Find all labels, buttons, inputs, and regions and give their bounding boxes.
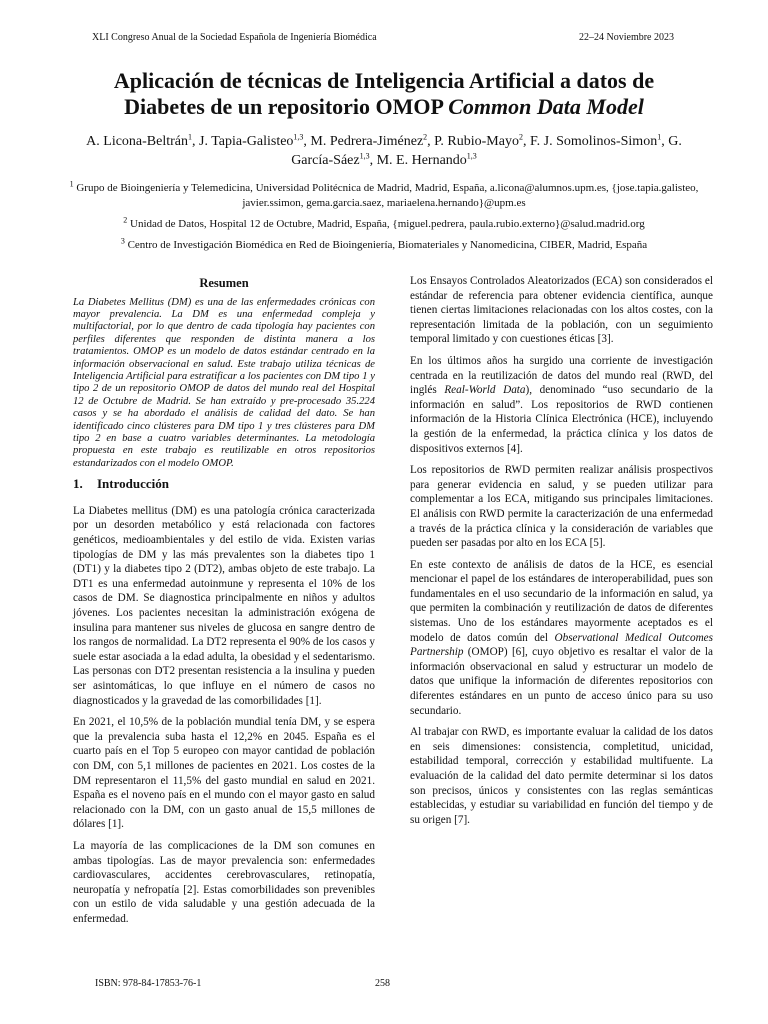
title-line-2-text: Diabetes de un repositorio OMOP	[124, 94, 449, 119]
author-name: F. J. Somolinos-Simon	[529, 134, 658, 149]
running-header-conference: XLI Congreso Anual de la Sociedad Española de Ingeniería Biomédica	[92, 32, 377, 43]
affiliation-mark: 1	[69, 179, 74, 189]
paper-title	[60, 68, 708, 120]
paragraph: La Diabetes mellitus (DM) es una patología crónica caracterizada por un desorden metabólico y está relacionada con factores genéticos, medioambientales y del estilo de vida. Existen varias tipologías de DM y las más prevalentes son la diabetes tipo 1 (DT1) y la diabetes tipo 2 (DT2), ambas objeto de este trabajo. La DT1 es una enfermedad autoinmune y representa el 10% de los casos de DM. Se diagnostica principalmente en niños y adultos jóvenes. Los pacientes necesitan la administración exógena de insulina para mantener sus niveles de glucosa en sangre dentro de los rangos de normalidad. La DT2 representa el 90% de los casos y suele estar asociada a la edad adulta, la obesidad y el sedentarismo. Las personas con DT2 presentan resistencia a la insulina y pueden ser asintomáticas, lo que influye en el número de casos no diagnosticados y la gravedad de las comorbilidades [1].	[73, 504, 375, 707]
affiliation-mark: 3	[120, 236, 125, 246]
affiliation-text: Grupo de Bioingeniería y Telemedicina, Universidad Politécnica de Madrid, Madrid, España, a.licona@alumnos.upm.es, {jose.tapia.galisteo, javier.ssimon, gema.garcia.saez, mariaelena.hernando}@upm.es	[76, 182, 699, 209]
author-affil-mark: 2	[423, 132, 428, 142]
author-name: M. E. Hernando	[376, 153, 467, 168]
section-number: 1.	[73, 476, 83, 492]
paragraph: La mayoría de las complicaciones de la DM son comunes en ambas tipologías. Las de mayor prevalencia son: enfermedades cardiovasculares, accidentes cerebrovasculares, retinopatía, neuropatía y nefropatía [2]. Estas comorbilidades son prevenibles con un estilo de vida saludable y una gestión adecuada de la enfermedad.	[73, 839, 375, 925]
paragraph: En 2021, el 10,5% de la población mundial tenía DM, y se espera que la prevalencia suba hasta el 12,2% en 2045. España es el cuarto país en el Top 5 europeo con mayor cantidad de población con DM, con 5,1 millones de pacientes en 2021. Los costes de la DM representaron el 11,5% del gasto mundial en salud en 2021. España es el noveno país en el mundo con el mayor gasto en salud relacionado con la DM, con un gasto anual de 15,5 millones de dólares [1].	[73, 716, 375, 831]
author-list: A. Licona-Beltrán$^1$, J. Tapia-Galisteo$^{1,3}$, M. Pedrera-Jiménez$^2$, P. Rubio-Mayo$^2$, F. J. Somolinos-Simon$^1$, G. García-Sáez$^{1,3}$, M. E. Hernando$^{1,3}$	[86, 132, 682, 168]
author-name: P. Rubio-Mayo	[434, 134, 519, 149]
author-affil-mark: 1,3	[359, 151, 370, 161]
affiliation-list	[60, 181, 708, 259]
paragraph-text: En los últimos años ha surgido una corriente de investigación centrada en la reutilización de datos del mundo real (RWD, del inglés	[410, 354, 713, 397]
author-name: M. Pedrera-Jiménez	[310, 134, 424, 149]
author-affil-mark: 1	[657, 132, 662, 142]
right-column	[410, 274, 713, 834]
title-line-1: Aplicación de técnicas de Inteligencia Artificial a datos de	[113, 68, 655, 93]
abstract-text: La Diabetes Mellitus (DM) es una de las enfermedades crónicas con mayor prevalencia. La DM es una enfermedad compleja y multifactorial, por lo que dentro de cada tipología hay pacientes con perfiles diferentes que responden de distinta manera a los tratamientos. OMOP es un modelo de datos estándar centrado en la información observacional en salud. Este trabajo utiliza técnicas de Inteligencia Artificial para estratificar a los pacientes con DM tipo 1 y tipo 2 de un repositorio OMOP de datos del mundo real del Hospital 12 de Octubre de Madrid. Se han extraído y pre-procesado 35.224 casos y se ha abordado el análisis de calidad del dato. Se han identificado cinco clústeres para DM tipo 1 y tres clústeres para DM tipo 2 en base a cuatro variables determinantes. La metodología propuesta en este trabajo es reutilizable en otros repositorios estandarizados con el modelo OMOP.	[73, 296, 375, 469]
affiliation-2	[60, 217, 708, 232]
author-affil-mark: 1,3	[466, 151, 477, 161]
running-header-date: 22–24 Noviembre 2023	[579, 32, 674, 43]
affiliation-mark: 2	[123, 215, 128, 225]
author-affil-mark: 2	[518, 132, 523, 142]
author-affil-mark: 1,3	[293, 132, 304, 142]
paragraph: Al trabajar con RWD, es importante evaluar la calidad de los datos en seis dimensiones: consistencia, completitud, unicidad, estabilidad temporal, corrección y estabilidad multifuente. La evaluación de la calidad del dato permite determinar si los datos son precisos, únicos y consistentes con las reglas semánticas establecidas, y estudiar su variabilidad en función del tiempo y de su origen [7].	[410, 726, 713, 826]
left-column	[73, 274, 375, 934]
author-affil-mark: 1	[188, 132, 193, 142]
paragraph: Los Ensayos Controlados Aleatorizados (ECA) son considerados el estándar de referencia para obtener evidencia científica, aunque tienen ciertas limitaciones relacionadas con los altos costes, con la representación limitada de la población, con un seguimiento temporal limitado y con cuestiones éticas [3].	[410, 275, 713, 346]
page-number: 258	[375, 978, 390, 989]
title-line-2-italic: Common Data Model	[448, 94, 644, 119]
paragraph-text: En este contexto de análisis de datos de la HCE, es esencial mencionar el papel de los estándares de interoperabilidad, pues son fundamentales en el uso secundario de la información en salud, ya que permiten la combinación y reutilización de datos de diferentes sistemas. Uno de los estándares mayormente aceptados es el modelo de datos común del	[410, 558, 713, 644]
paragraph: Los repositorios de RWD permiten realizar análisis prospectivos para generar evidencia en salud, y se pueden utilizar para complementar a los ECA, mitigando sus principales limitaciones. El análisis con RWD permite la caracterización de una enfermedad a través de la práctica clínica y la consideración de variables que pueden ser pasadas por alto en los ECA [5].	[410, 464, 713, 550]
paragraph-italic-term: Real-World Data	[444, 384, 526, 397]
footer-isbn: ISBN: 978-84-17853-76-1	[95, 978, 202, 989]
author-name: A. Licona-Beltrán	[86, 134, 189, 149]
section-heading-introduccion	[73, 477, 375, 492]
title-line-2	[60, 94, 708, 120]
affiliation-text: Unidad de Datos, Hospital 12 de Octubre, Madrid, España, {miguel.pedrera, paula.rubio.externo}@salud.madrid.org	[130, 218, 645, 230]
paragraph	[410, 354, 713, 456]
paragraph	[410, 558, 713, 719]
paragraph-italic-term: Observational Medical Outcomes Partnership	[410, 631, 713, 659]
affiliation-text: Centro de Investigación Biomédica en Red de Bioingeniería, Biomateriales y Nanomedicina, CIBER, Madrid, España	[127, 239, 648, 251]
affiliation-1	[60, 181, 708, 211]
abstract-heading: Resumen	[199, 276, 249, 290]
paragraph-text: (OMOP) [6], cuyo objetivo es resaltar el valor de la información observacional en salud y estructurar un modelo de datos que unifique la información de diferentes repositorios con diferentes estándares en un punto de acceso único para su uso secundario.	[410, 646, 713, 717]
author-name: J. Tapia-Galisteo	[199, 134, 294, 149]
affiliation-3	[60, 238, 708, 253]
paragraph-text: ), denominado “uso secundario de la información en salud”. Los repositorios de RWD contienen información de la Historia Clínica Electrónica (HCE), incluyendo la gestión de la enfermedad, la práctica clínica y los datos de dispositivos externos [4].	[410, 384, 713, 455]
section-title: Introducción	[97, 476, 169, 492]
author-name: G. García-Sáez	[291, 134, 682, 168]
